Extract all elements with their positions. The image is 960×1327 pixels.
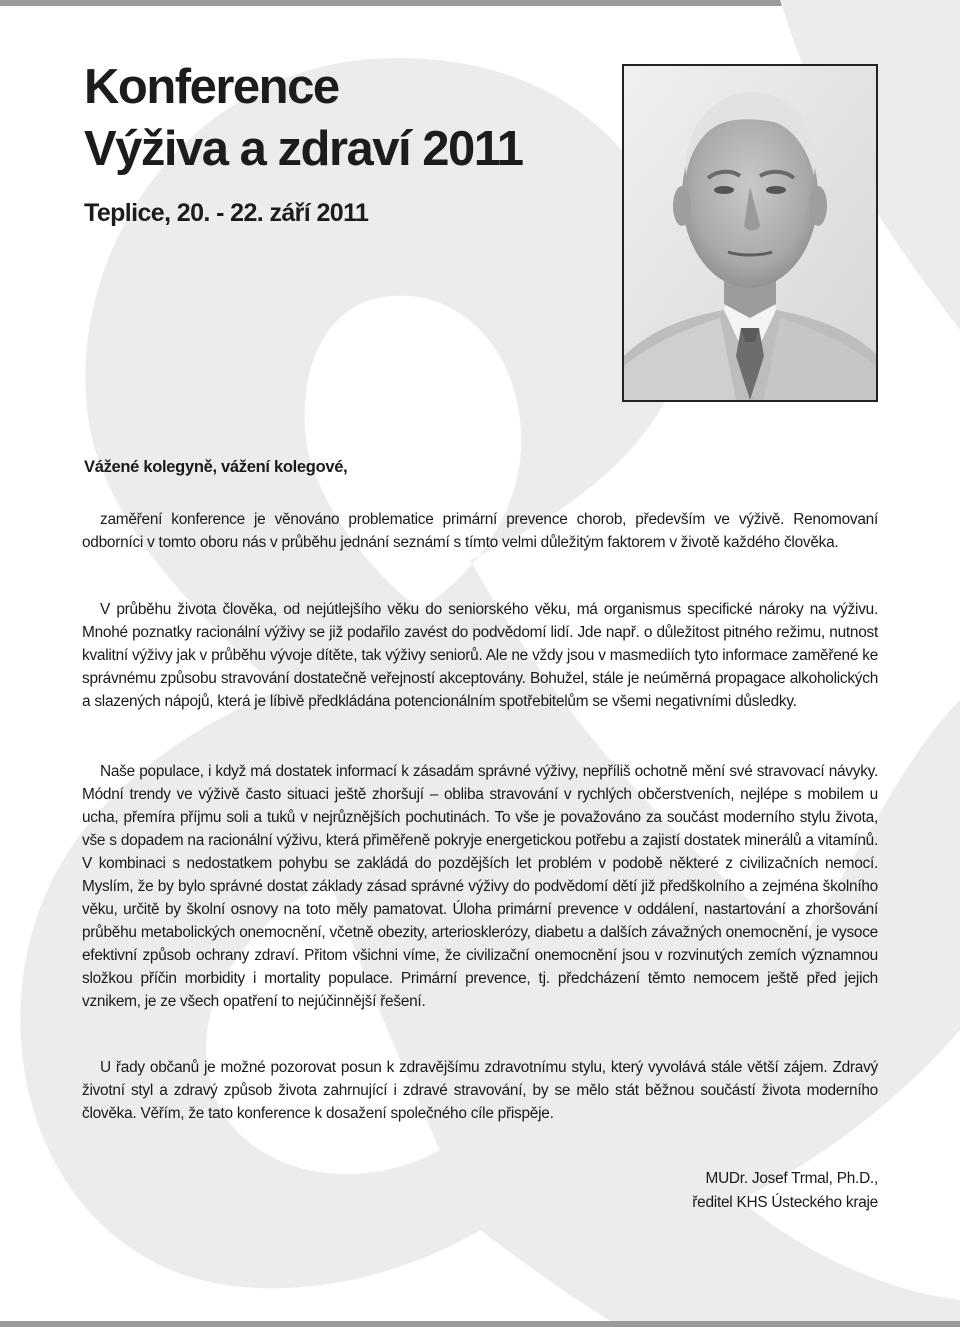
conference-title bbox=[84, 56, 523, 180]
title-line-1: Konference bbox=[84, 60, 339, 114]
paragraph-2: V průběhu života člověka, od nejútlejšího věku do seniorského věku, má organismus specifické nároky na výživu. Mnohé poznatky racionální výživy se již podařilo zavést do podvědomí lidí. Jde např. o důležitost pitného režimu, nutnost kvalitní výživy jak v průběhu vývoje dítěte, tak výživy seniorů. Ale ne vždy jsou v masmediích tyto informace zaměřené ke správnému způsobu stravování dostatečně veřejností akceptovány. Bohužel, stále je neúměrná propagace alkoholických a slazených nápojů, která je líbivě předkládána potencionálním spotřebitelům se všemi negativními důsledky. bbox=[82, 601, 878, 710]
paragraph-3: Naše populace, i když má dostatek informací k zásadám správné výživy, nepříliš ochotně mění své stravovací návyky. Módní trendy ve výživě často situaci ještě zhoršují – obliba stravování v rychlých občerstveních, nejlépe s mobilem u ucha, přemíra příjmu soli a tuků v nejrůznějších pochutinách. To vše je považováno za součást moderního stylu života, vše s dopadem na racionální výživu, která přiměřeně pokryje energetickou potřebu a zajistí dostatek minerálů a vitamínů. V kombinaci s nedostatkem pohybu se zakládá do pozdějších let problém v podobě některé z civilizačních nemocí. Myslím, že by bylo správné dostat základy zásad správné výživy do podvědomí dětí již předškolního a zejména školního věku, určitě by školní osnovy na toto měly pamatovat. Úloha primární prevence v oddálení, nastartování a zhoršování průběhu metabolických onemocnění, včetně obezity, arteriosklerózy, diabetu a dalších závažných onemocnění, je vysoce efektivní způsob ochrany zdraví. Přitom všichni víme, že civilizační onemocnění jsou v rozvinutých zemích významnou složkou příčin morbidity i mortality populace. Primární prevence, tj. předcházení těmto nemocem ještě před jejich vznikem, je ze všech opatření to nejúčinnější řešení. bbox=[82, 763, 878, 1010]
signature-position: ředitel KHS Ústeckého kraje bbox=[692, 1194, 878, 1211]
portrait-photo bbox=[622, 64, 878, 402]
greeting: Vážené kolegyně, vážení kolegové, bbox=[84, 458, 348, 476]
paragraph-1: zaměření konference je věnováno problematice primární prevence chorob, především ve výživě. Renomovaní odborníci v tomto oboru nás v průběhu jednání seznámí s tímto velmi důležitým faktorem v životě každého člověka. bbox=[82, 511, 878, 551]
paragraph-4: U řady občanů je možné pozorovat posun k zdravějšímu zdravotnímu stylu, který vyvolává stále větší zájem. Zdravý životní styl a zdravý způsob života zahrnující i zdravé stravování, by se mělo stát běžnou součástí života moderního člověka. Věřím, že tato konference k dosažení společného cíle přispěje. bbox=[82, 1059, 878, 1122]
signature-name: MUDr. Josef Trmal, Ph.D., bbox=[705, 1170, 878, 1187]
signature-block bbox=[692, 1167, 878, 1215]
title-line-2: Výživa a zdraví 2011 bbox=[84, 122, 523, 176]
conference-date-place: Teplice, 20. - 22. září 2011 bbox=[84, 199, 369, 227]
